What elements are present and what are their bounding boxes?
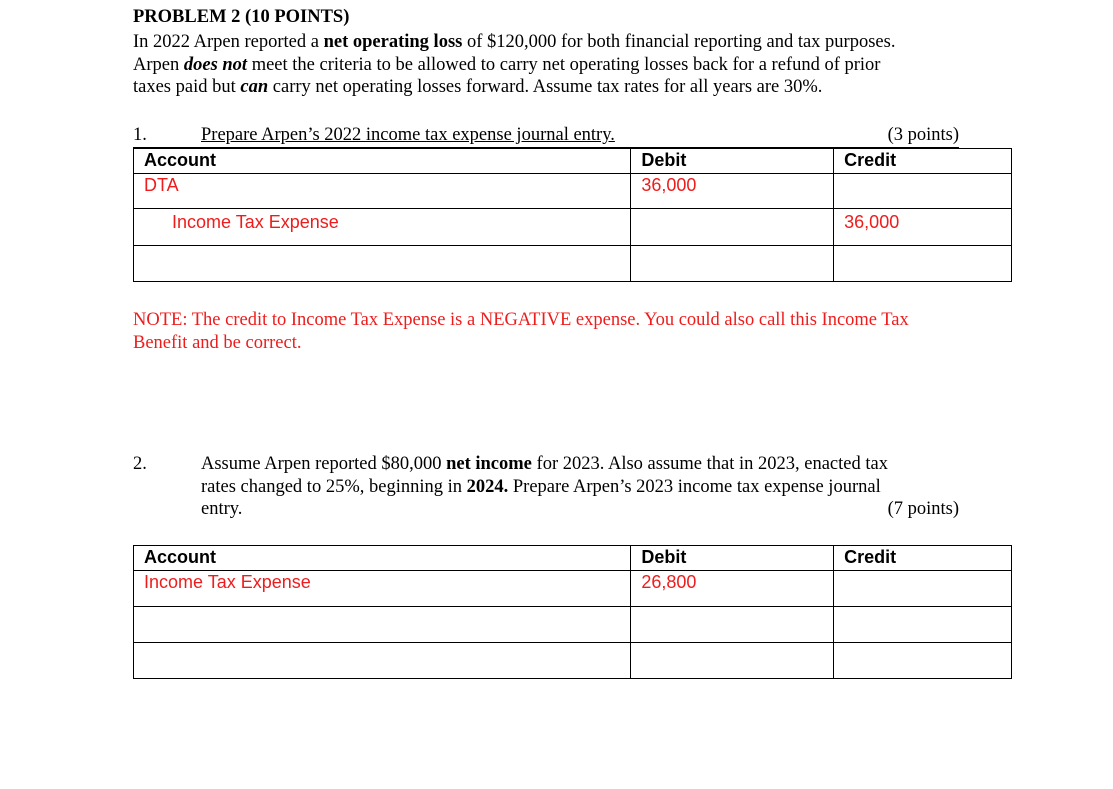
credit-cell xyxy=(834,571,1012,607)
question-1-number: 1. xyxy=(133,125,147,145)
q2-line-2: rates changed to 25%, beginning in 2024. Prepare Arpen’s 2023 income tax expense journal xyxy=(201,476,881,497)
journal-entry-table-2 xyxy=(133,545,1012,679)
debit-header: Debit xyxy=(631,546,834,571)
table-row xyxy=(134,643,1012,679)
credit-cell xyxy=(834,246,1012,282)
note-line-1: NOTE: The credit to Income Tax Expense is a NEGATIVE expense. You could also call this Income Tax xyxy=(133,310,909,330)
credit-cell: 36,000 xyxy=(834,209,1012,246)
question-2-number: 2. xyxy=(133,454,147,474)
debit-cell xyxy=(631,643,834,679)
account-cell: Income Tax Expense xyxy=(134,571,631,607)
credit-header: Credit xyxy=(834,149,1012,174)
debit-cell xyxy=(631,246,834,282)
q2-line-3: entry. xyxy=(201,499,243,519)
account-cell: DTA xyxy=(134,174,631,209)
table-row xyxy=(134,571,1012,607)
credit-cell xyxy=(834,174,1012,209)
account-header: Account xyxy=(134,149,631,174)
debit-cell xyxy=(631,209,834,246)
table-2-header-row xyxy=(134,546,1012,571)
debit-header: Debit xyxy=(631,149,834,174)
debit-cell xyxy=(631,607,834,643)
question-2-text xyxy=(201,453,959,521)
note xyxy=(133,309,1023,355)
table-row xyxy=(134,209,1012,246)
intro-line-2: Arpen does not meet the criteria to be allowed to carry net operating losses back for a refund of prior xyxy=(133,54,881,75)
journal-entry-table-1 xyxy=(133,148,1012,282)
problem-title: PROBLEM 2 (10 POINTS) xyxy=(133,7,350,27)
note-line-2: Benefit and be correct. xyxy=(133,333,302,353)
table-row xyxy=(134,607,1012,643)
q2-line-1: Assume Arpen reported $80,000 net income for 2023. Also assume that in 2023, enacted tax xyxy=(201,454,888,474)
question-2-points: (7 points) xyxy=(887,499,959,519)
table-row xyxy=(134,246,1012,282)
credit-cell xyxy=(834,607,1012,643)
account-header: Account xyxy=(134,546,631,571)
debit-cell: 36,000 xyxy=(631,174,834,209)
question-1-header xyxy=(133,125,959,148)
account-cell xyxy=(134,246,631,282)
debit-cell: 26,800 xyxy=(631,571,834,607)
intro-line-1: In 2022 Arpen reported a net operating loss of $120,000 for both financial reporting and tax purposes. xyxy=(133,32,896,52)
credit-cell xyxy=(834,643,1012,679)
table-row xyxy=(134,174,1012,209)
question-1-points: (3 points) xyxy=(887,125,959,145)
account-cell: Income Tax Expense xyxy=(134,209,631,246)
credit-header: Credit xyxy=(834,546,1012,571)
problem-intro xyxy=(133,31,1013,99)
account-cell xyxy=(134,607,631,643)
question-1-text: Prepare Arpen’s 2022 income tax expense journal entry. xyxy=(201,125,615,145)
intro-line-3: taxes paid but can carry net operating losses forward. Assume tax rates for all years are 30%. xyxy=(133,77,823,97)
table-1-header-row xyxy=(134,149,1012,174)
account-cell xyxy=(134,643,631,679)
